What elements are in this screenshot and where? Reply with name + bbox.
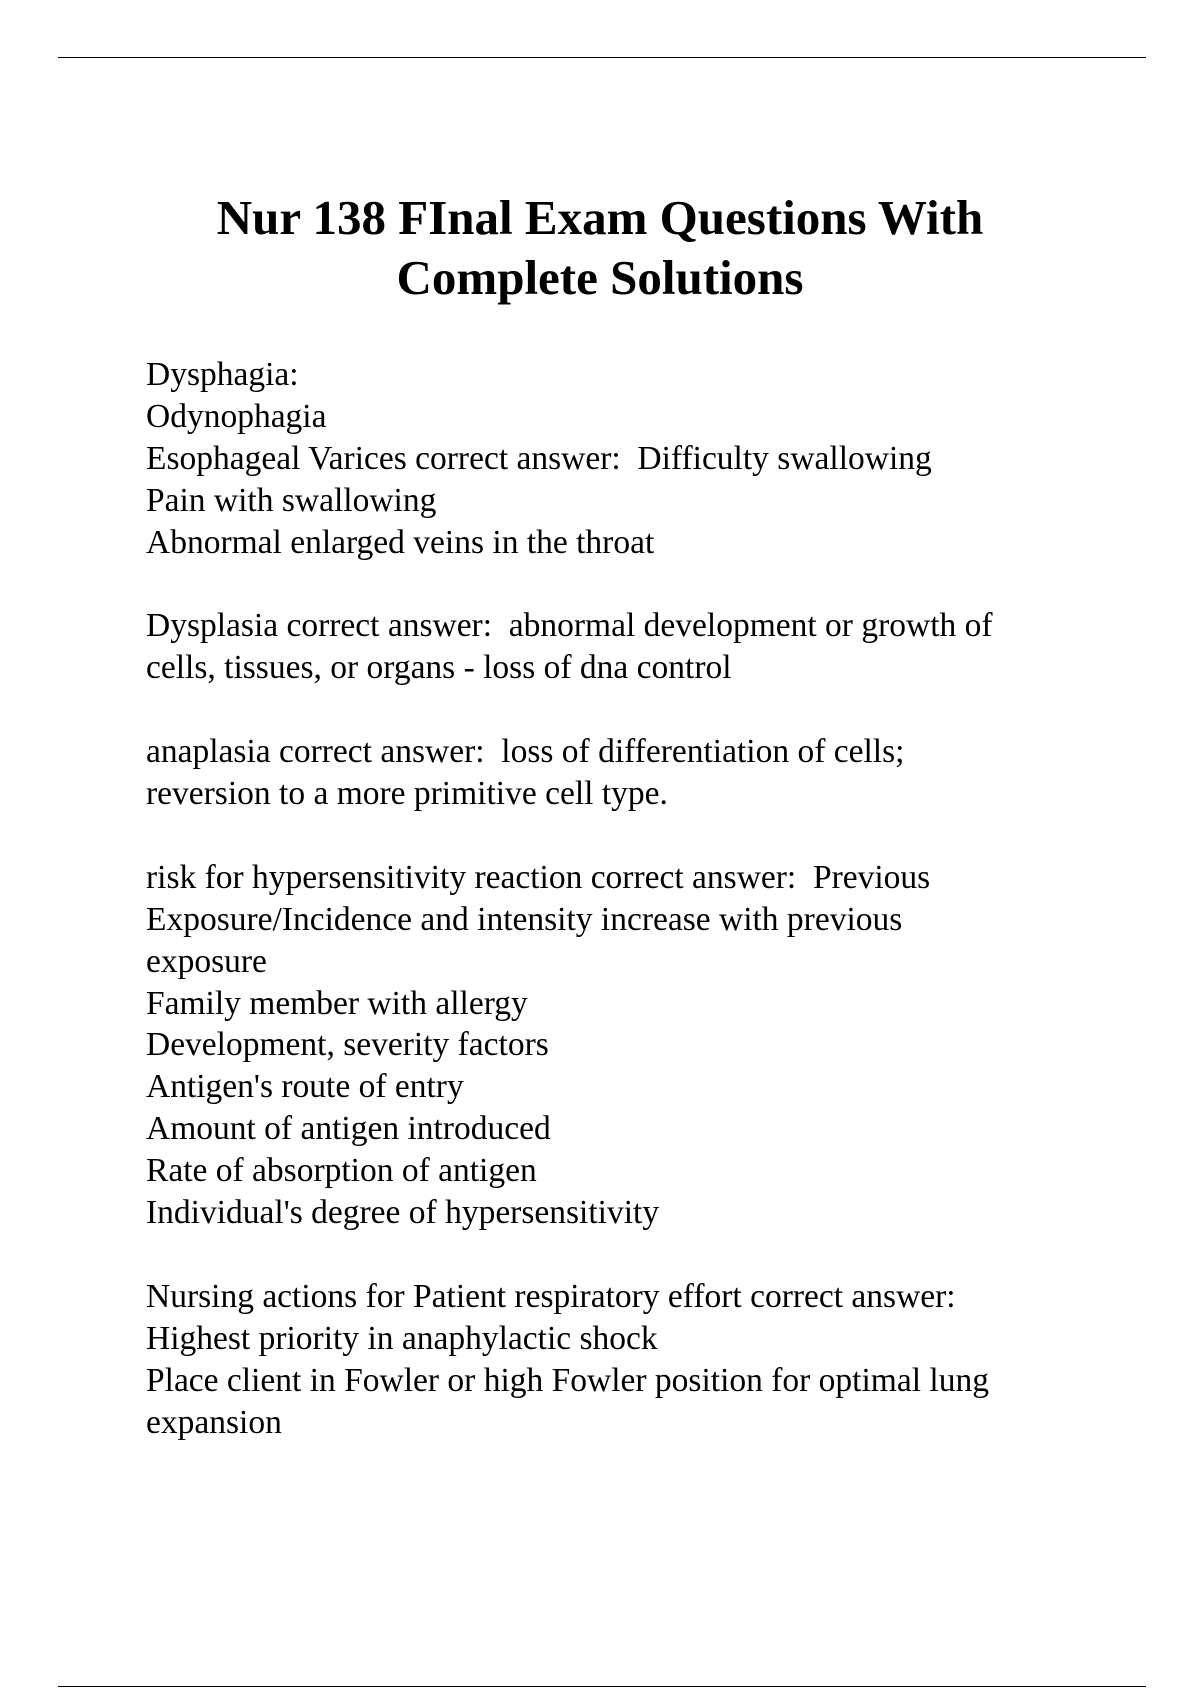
text-line: cells, tissues, or organs - loss of dna control: [146, 649, 732, 687]
title-line: Nur 138 FInal Exam Questions With: [216, 190, 984, 245]
text-line: risk for hypersensitivity reaction correct answer: Previous: [146, 858, 931, 896]
text-line: Esophageal Varices correct answer: Difficulty swallowing: [146, 439, 932, 477]
text-line: Abnormal enlarged veins in the throat: [146, 523, 655, 561]
document-body: [146, 354, 1146, 1485]
document-title: [0, 188, 1200, 308]
qa-block-anaplasia: [146, 731, 1146, 815]
text-line: Amount of antigen introduced: [146, 1110, 551, 1148]
text-line: Antigen's route of entry: [146, 1068, 464, 1106]
text-line: Dysphagia:: [146, 356, 299, 393]
text-line: Family member with allergy: [146, 984, 528, 1022]
text-line: Development, severity factors: [146, 1026, 549, 1064]
qa-block-dysplasia: [146, 605, 1146, 689]
text-line: Place client in Fowler or high Fowler position for optimal lung: [146, 1361, 989, 1399]
text-line: Rate of absorption of antigen: [146, 1152, 537, 1190]
footer-rule: [58, 1686, 1146, 1687]
text-line: Nursing actions for Patient respiratory effort correct answer:: [146, 1277, 956, 1315]
text-line: Dysplasia correct answer: abnormal development or growth of: [146, 607, 993, 645]
qa-block-hypersensitivity: [146, 857, 1146, 1234]
qa-block-dysphagia: [146, 354, 1146, 564]
qa-block-nursing-actions: [146, 1276, 1146, 1444]
header-rule: [58, 57, 1146, 58]
text-line: Highest priority in anaphylactic shock: [146, 1319, 658, 1357]
text-line: exposure: [146, 942, 267, 980]
text-line: Exposure/Incidence and intensity increase with previous: [146, 900, 903, 938]
text-line: Odynophagia: [146, 397, 327, 435]
text-line: expansion: [146, 1403, 282, 1441]
text-line: Pain with swallowing: [146, 481, 437, 519]
text-line: reversion to a more primitive cell type.: [146, 775, 668, 813]
title-line: Complete Solutions: [396, 250, 804, 305]
text-line: Individual's degree of hypersensitivity: [146, 1194, 660, 1232]
text-line: anaplasia correct answer: loss of differentiation of cells;: [146, 733, 905, 771]
